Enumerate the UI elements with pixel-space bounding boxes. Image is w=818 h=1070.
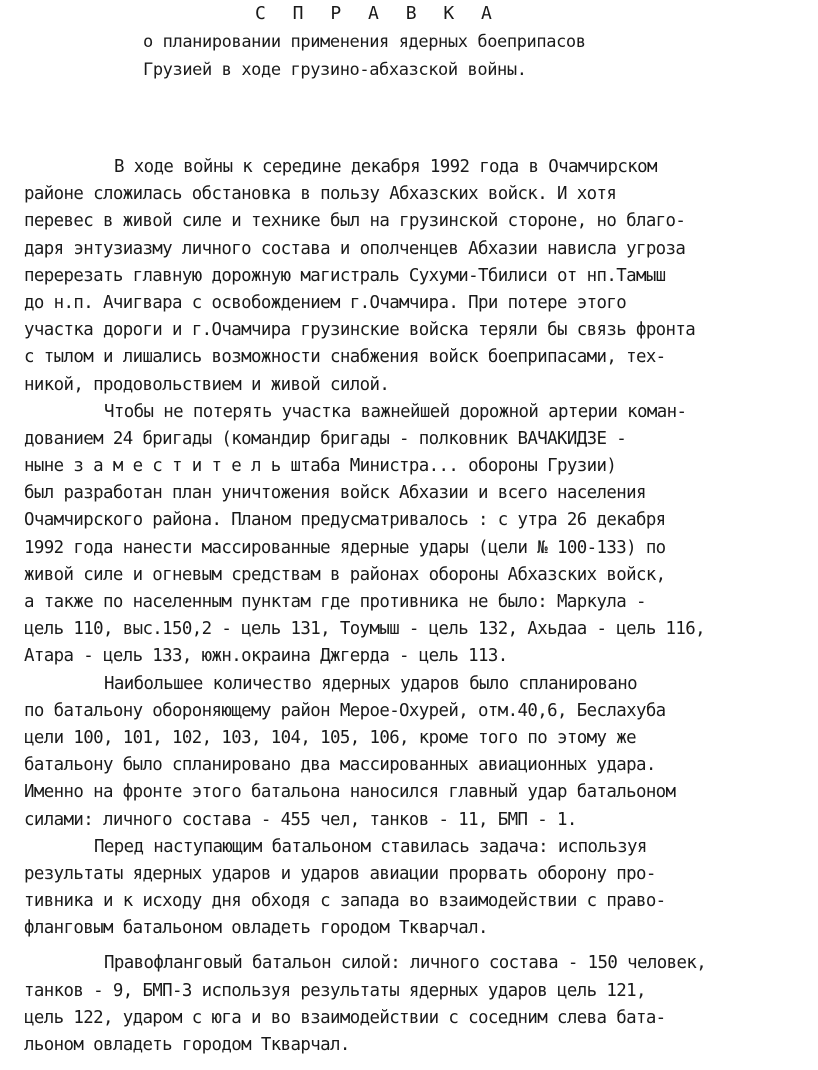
text-line: участка дороги и г.Очамчира грузинские войска теряли бы связь фронта (24, 320, 696, 341)
text-line: с тылом и лишались возможности снабжения войск боеприпасами, тех- (24, 347, 666, 368)
text-line: фланговым батальоном овладеть городом Ткварчал. (24, 918, 488, 939)
paragraph-1 (24, 154, 804, 399)
text-line: Перед наступающим батальоном ставилась задача: используя (94, 836, 647, 857)
text-line: дованием 24 бригады (командир бригады - полковник ВАЧАКИДЗЕ - (24, 428, 627, 449)
text-line: В ходе войны к середине декабря 1992 года в Очамчирском (114, 157, 657, 177)
paragraph-gap (24, 942, 804, 950)
text-line: льоном овладеть городом Ткварчал. (24, 1035, 350, 1055)
text-line: результаты ядерных ударов и ударов авиации прорвать оборону про- (24, 863, 656, 884)
text-line: цель 110, выс.150,2 - цель 131, Тоумыш - цель 132, Ахьдаа - цель 116, (24, 619, 706, 640)
text-line: цели 100, 101, 102, 103, 104, 105, 106, кроме того по этому же (24, 727, 636, 748)
text-line: Очамчирского района. Планом предусматривалось : с утра 26 декабря (24, 510, 666, 531)
text-line: даря энтузиазму личного состава и ополченцев Абхазии нависла угроза (24, 238, 686, 259)
document-subtitle-line: Грузией в ходе грузино-абхазской войны. (143, 60, 527, 80)
text-line: по батальону обороняющему район Мерое-Охурей, отм.40,6, Беслахуба (24, 700, 666, 721)
text-line: Именно на фронте этого батальона наносился главный удар батальоном (24, 782, 676, 803)
paragraph-2 (24, 399, 804, 671)
document-body (24, 154, 804, 1059)
document-subtitle-line: о планировании применения ядерных боеприпасов (143, 32, 586, 52)
text-line: цель 122, ударом с юга и во взаимодействии с соседним слева бата- (24, 1007, 666, 1028)
text-line: Правофланговый батальон силой: личного состава - 150 человек, (104, 953, 707, 974)
text-line: 1992 года нанести массированные ядерные удары (цели № 100-133) по (24, 537, 666, 558)
text-line: силами: личного состава - 455 чел, танков - 11, БМП - 1. (24, 809, 577, 830)
document-title: С П Р А В К А (255, 3, 500, 24)
text-line: танков - 9, БМП-3 используя результаты ядерных ударов цель 121, (24, 980, 646, 1001)
text-line: был разработан план уничтожения войск Абхазии и всего населения (24, 483, 646, 504)
text-line: а также по населенным пунктам где противника не было: Маркула - (24, 592, 646, 612)
text-line: Атара - цель 133, южн.окраина Джгерда - цель 113. (24, 646, 508, 667)
text-line: никой, продовольствием и живой силой. (24, 374, 390, 395)
paragraph-3 (24, 671, 804, 834)
text-line: тивника и к исходу дня обходя с запада во взаимодействии с право- (24, 891, 666, 912)
text-line: районе сложилась обстановка в пользу Абхазских войск. И хотя (24, 184, 617, 205)
text-line: Чтобы не потерять участка важнейшей дорожной артерии коман- (104, 401, 687, 422)
text-line: перевес в живой силе и технике был на грузинской стороне, но благо- (24, 211, 686, 232)
text-line: живой силе и огневым средствам в районах обороны Абхазских войск, (24, 564, 666, 585)
text-line: перерезать главную дорожную магистраль Сухуми-Тбилиси от нп.Тамыш (24, 265, 666, 286)
paragraph-5 (24, 950, 804, 1059)
text-line: Наибольшее количество ядерных ударов было спланировано (104, 673, 637, 694)
text-line: батальону было спланировано два массированных авиационных удара. (24, 755, 656, 776)
text-line: до н.п. Ачигвара с освобождением г.Очамчира. При потере этого (24, 292, 627, 313)
paragraph-4 (24, 834, 804, 943)
text-line: ныне з а м е с т и т е л ь штаба Министра... обороны Грузии) (24, 456, 617, 477)
